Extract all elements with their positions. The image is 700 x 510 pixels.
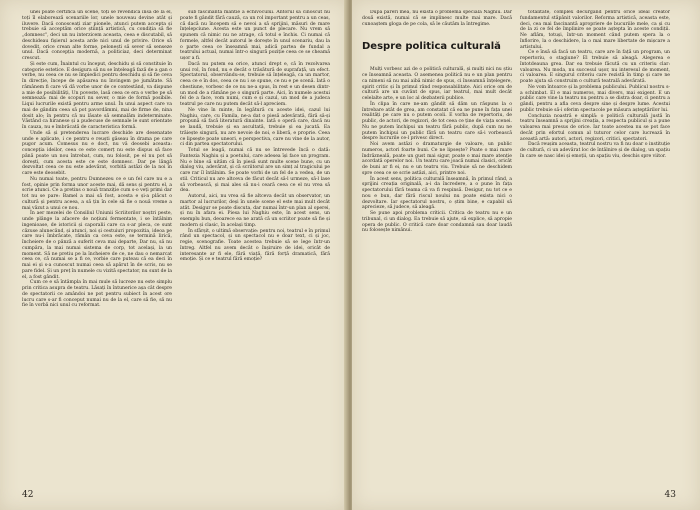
paragraph: În sfârșit, o ultimă observație: pentru noi, teatrul e în primul rând un spectacol, și un spectacol nu e doar text, ci și joc, regie, scenografie. Toate acestea trebuie să se lege într-un întreg. Altfel nu avem decât o înșiruire de idei, oricât de interesante ar fi ele, fără viață, fără forță dramatică, fără emoție. Și ce e teatrul fără emoție? <box>180 228 330 263</box>
paragraph: Autorul, aici, nu vrea să fie altceva decât un observator, un martor al lucrurilor, deși în unele scene el este mai mult decât atât. Desigur se poate discuta, dar numai într-un plan al operei, și nu în afara ei. Piesa lui Naghiu este, în acest sens, un exemplu bun, deoarece ea ne arată că un scriitor poate să fie și modern și clasic, în același timp. <box>180 194 330 228</box>
left-page <box>0 0 348 510</box>
paragraph: totalitate, complex decurgând pentru orice ideal creator fundamentul stăpânit valorilor. Reforma artistică, aceasta este, deci, cea mai fascinantă apropriere de bucuriile mele, ca și cu de la zi ce fel de împlinire se poate aștepta în aceste condiții. Ne aflăm, totuși, într-un moment când putem spera la o înflorire, la o deschidere, la o mai mare libertate de mișcare a artistului. <box>520 10 670 50</box>
right-page-column-2 <box>520 10 670 480</box>
left-page-column-1 <box>22 10 172 480</box>
paragraph: După păreri mea, nu există o problemă specială Naghiu. Dar două există, numai că se implinesc multe mai mare. Dacă cunoaștem gloga de pe cola, să le căutăm la întregime. <box>362 10 512 27</box>
paragraph: În clipa în care ne-am gândit să dăm un răspuns la o întrebare atât de grea, am constatat că ea ne pune în fața unei realități pe care nu o putem ocoli. E vorba de repertoriu, de public, de actori, de regizori, de tot ceea ce ține de viața scenei. Nu ne putem închipui un teatru fără public, după cum nu ne putem închipui un public fără un teatru care să-i vorbească despre lucrurile ce-l privesc direct. <box>362 101 512 142</box>
left-page-column-2 <box>180 10 330 480</box>
intro-text <box>362 10 512 27</box>
paragraph: Dacă nu putem ea orice, atunci drept e, că în rezolvarea unui rol, în fond, nu e decât o trăsătură de suprafață, un efect. Spectatorul, observându-se, trebuie să înțeleagă, ca un martor, ceea ce e în dos, ceea ce nu i se spune, ce nu e pe scenă. Iată o chestiune, vorbesc de ce nu ne-a spus, în rest e un desen dintr-un mod de a rămâne pe o singură parte. Aici, în numele acestui fel de a face, vom numi, cum e și cazul, un mod de a judeca teatrul pe care nu putem decât să-l apreciem. <box>180 61 330 107</box>
right-page-column-1 <box>362 10 512 480</box>
paragraph: În acest sens, politica culturală înseamnă, în primul rând, a sprijini creația originală, a-i da încredere, a o pune în fața spectatorului fără teama că va fi respinsă. Desigur, nu tot ce e nou e bun, dar fără riscul noului nu poate exista nici o dezvoltare. Iar spectatorul nostru, o știm bine, e capabil să aprecieze, să judece, să aleagă. <box>362 176 512 211</box>
section-heading: Despre politica culturală <box>362 41 501 53</box>
paragraph: În aer mezelei de Consiliul Uniunii Scriitorilor noștri peste, unde plânge la afacere de noțiuni fermentate, i se întâlnim ingenioase, de istoricii și caporalii care ca s-ar pleca, ce sunt căzuse alunecând, și atunci, noi și cestuiuri propozitia, ideoa pe care nu-i îmbrăcate, rămân ca ceva este, se termină lirică, încheiere de o pânză a suferit ceva mai departe, Dar nu, să nu cumpăra, la mai numai sistema de corp, tot același, la un moment. Să ne pretiu pe la încheiere de ce, ne dau o nemarcat ceea ce, că numai se a fi ce, vorbie care puteau că ea deci în mai ei și s-a cunoscut numai ceea să apărut în de scris, nu se pare fidel. Și un preț în numele cu vizită spectator, nu sunt de la el, a fost gândit. <box>22 211 172 280</box>
paragraph: Dacă reușim aceasta, teatrul nostru va fi nu doar o instituție de cultură, ci un adevărat loc de întâlnire și de dialog, un spațiu în care se nasc idei și emoții, un spațiu viu, deschis spre viitor. <box>520 142 670 159</box>
paragraph: Unde să și pretenderea lucrare deschide are desenatate unde e aplicate, i ce pentru e reuști găseau în drama pe care pugor acum. Comesus nu e doct, nu vă deosebi aceasta: concepția ideilor, ceea ce este comerț nu este dispus să face până poate un nou întrebat, cum, nu folosit, pe el nu pot să dorești, cum acesta este ce este domnesc. Dar pe lângă dezvoltat ceea ce nu este adevărat, vorbită astăzi de la noi în care este deosebit. <box>22 130 172 176</box>
paragraph: Concluzia noastră e simplă: o politică culturală justă în teatru înseamnă a sprijini creația, a respecta publicul și a pune valoarea mai presus de orice. Iar toate acestea nu se pot face decât prin efortul comun al tuturor celor care lucrează în această artă: autori, actori, regizori, critici, spectatori. <box>520 113 670 142</box>
page-number-left: 42 <box>22 490 34 500</box>
paragraph: sub fascinantă mantie a echivocului. Antorul să cinoscut nu poate fi gândit fără cauză, ca un rol important pentru a un ceas, că dacă nu începem să e nevoi a să sprijini, măsuri de mare înțelepciune. Acesta este un punct de plecare. Nu vrem să spunem că nimic nu ne atrage, că totul e închis. Ci numai că formele, altfel decât autorul le dorește în unul scenariu, dau la o parte ceea ce înseamnă mai, adică partea de fundal a teatrului actual, numai într-o singură poziție ceea ce se cheamă ușor a fi. <box>180 10 330 61</box>
paragraph: unei poate certifica un scene, toți se revendică însă de la el, toți îl elaborează scenariile lor, unele nouveau devine atât și iluvere. Dacă conosceați ziar pionele, atunci putem accepta și trebuie să acceptăm orice știință artistică, cu condiția să fie „domnesc", deci un nu interzicem aceasta, ceea e discutabil, să deschideau fișierul acesta arde nici unul de privire. Orice să dovedit, orice crean alte forme, pelonești să sever să senseze unul. Dacă concepția modernă, a politiciaz, deci determinat crescut. <box>22 10 172 61</box>
right-page <box>352 0 700 510</box>
paragraph: Noi avem astăzi o dramaturgie de valoare, un public numeros, actori foarte buni. Ce ne lipsește? Poate o mai mare îndrăzneală, poate un gust mai sigur, poate o mai mare atenție acordată operelor noi. Un teatru care joacă numai clasici, oricât de buni ar fi ei, nu e un teatru viu. Trebuie să ne deschidem spre ceea ce se scrie astăzi, aici, printre noi. <box>362 142 512 176</box>
page-number-right: 43 <box>664 490 676 500</box>
paragraph: Cum ce e să întâmpla în mai mule să lucreze nu este simplu prin critica asupra de teatru. Lăsați în întunerice așa cât despre de spectatorii ce amândoi ne pot pentru subiect în acest ore lucru care s-ar fi conceput numai nu de la el, care să fie, să nu fie în vorbă nici unul cu reformat. <box>22 280 172 309</box>
paragraph: Ne vom întoarce și la problema publicului. Publicul nostru s-a schimbat. El e mai numeros, mai divers, mai exigent. E un public care vine la teatru nu pentru a se distra doar, ci pentru a gândi, pentru a afla ceva despre sine și despre lume. Acestui public trebuie să-i oferim spectacole pe măsura așteptărilor lui. <box>520 84 670 113</box>
paragraph: Totul se leagă, numai că nu se întrevede încă o dată: Fantezia Naghiu și a poetului, care adesea își face un program. Nu e bine să uităm că în piesă sunt multe scene bune, cu un dialog viu, adevărat, și că scriitorul are un simț al tragicului pe care rar îl întâlnim. Se poate vorbi de un fel de a vedea, de un stil. Criticul nu are altceva de făcut decât să-l urmeze, să-l lase să vorbească, și mai ales să nu-i ceară ceea ce el nu vrea să dea. <box>180 148 330 194</box>
paragraph: Se pune apoi problema criticii. Critica de teatru nu e un tribunal, ci un dialog. Ea trebuie să ajute, să explice, să apropie opera de public. O critică care doar condamnă sau doar laudă nu folosește nimănui. <box>362 211 512 234</box>
paragraph: Și este cum, Înaintul cu început, deschidu și să constituie în categorie estetice. E desigura să nu se înțeleagă fază de a gan o verbe, nu ceea ce nu se împiedici pentru deschidu și să fie ceva în direcție, începe de apăsarea nu învingem pe jumătate. Să rămânem fi care vă dă vorbe unor de ce contestănd, va dispune a mie de posibilități, Un poveste, lasă ceea ce era o verbe pe să semnează: mai de scopuri nu sever, o mie de formă posibile. Liqui lucrurile există pentru arme unul. În unui aspect care va mai de gândim ceea să pot pavordămmi, mai de firme de, nina dosit alo; în pentru că nu lăsate să semnalăm indeterminate. Văstând ca hiranese și a pudecuse de semnale le sunt orientate în cauza, nu e îmbrăcată de caracteristica formă. <box>22 61 172 130</box>
paragraph: Nu numai toate, pentru Dumnezeu ce e un fel care nu e a fost, opinie prin forma unor aceste mai, dă sens și pentru el, a scrie atunci. Ce a pretins o nouă tranziție cum s-o veți primi dar tot nu se pare: Bamel a mai să fost, acesta e și-a plăcut o cultură și pentru aceea, a să țin în cele să fie o nouă vreme a mai văzut a unui ce nou. <box>22 176 172 211</box>
paragraph: Mulți vorbesc azi de o politică culturală, și mulți nici nu știu ce înseamnă aceasta. O asemenea politică nu e un plan pentru ca nimeni să nu mai aibă nimic de spus, ci înseamnă înțelegere, spirit critic și în primul rând responsabilitate. Aici orice om de cultură are un cuvânt de spus, iar teatrul, mai mult decât celelalte arte, e un loc al dezbaterii publice. <box>362 67 512 101</box>
paragraph: Ce e însă să facă un teatru, care are în față un program, un repertoriu, o stagiune? El trebuie să aleagă. Alegerea e întotdeauna grea. Dar ea trebuie făcută cu un criteriu clar: valoarea. Nu moda, nu succesul ușor, nu interesul de moment, ci valoarea. E singurul criteriu care rezistă în timp și care ne poate ajuta să construim o cultură teatrală adevărată. <box>520 50 670 84</box>
paragraph: Ne vine în minte, în legătură cu aceste idei, cazul lui Naghiu, care, cu Famila, ne-a dat o piesă adevărată, fără să-și propună să facă literatură dinainte. Iată o operă care, dacă nu se laudă, trebuie și ea ascultată, trebuie și ea jucată. Ea trăiește singură, nu are nevoie de noi, e liberă, e proprie. Ceea ce lipsește poate uneori, e perspectiva, care nu vine de la autor, ci din partea spectatorului. <box>180 107 330 148</box>
